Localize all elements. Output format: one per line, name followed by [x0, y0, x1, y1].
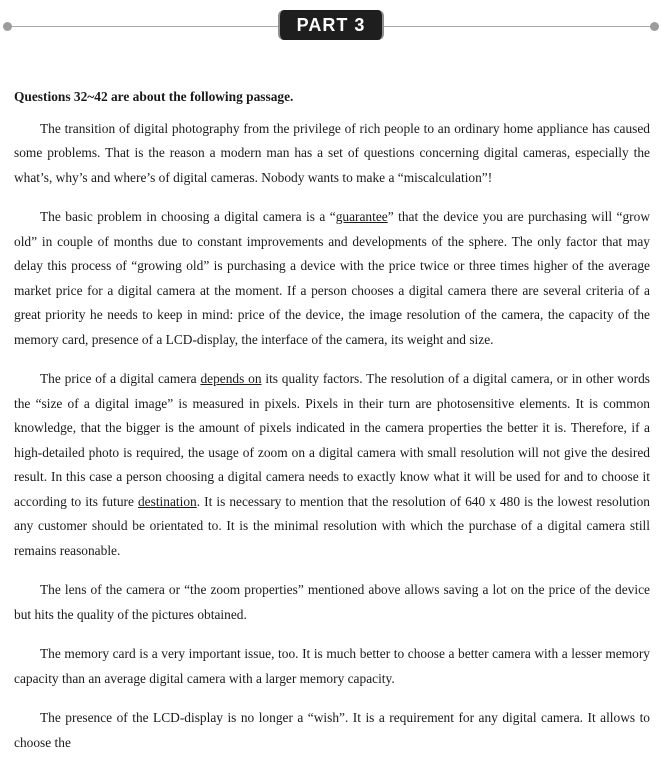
passage-paragraph [14, 706, 650, 755]
paragraph-text: The transition of digital photography from the privilege of rich people to an ordinary home appliance has caused some problems. That is the reason a modern man has a set of questions concerning digital cameras, especially the what’s, why’s and where’s of digital cameras. Nobody wants to make a “miscalculation”! [14, 120, 650, 185]
paragraph-text: ” that the device you are purchasing will “grow old” in couple of months due to constant improvements and developments of the sphere. The only factor that may delay this process of “growing old” is purchasing a device with the price twice or three times higher of the average market price for a digital camera at the moment. If a person chooses a digital camera there are several criteria of a great priority he needs to keep in mind: price of the device, the image resolution of the camera, the capacity of the memory card, presence of a LCD-display, the interface of the camera, its weight and size. [14, 209, 651, 347]
paragraph-text: The lens of the camera or “the zoom properties” mentioned above allows saving a lot on the price of the device but hits the quality of the pictures obtained. [14, 582, 650, 622]
paragraph-text: The presence of the LCD-display is no longer a “wish”. It is a requirement for any digital camera. It allows to choose the [14, 710, 650, 750]
question-heading: Questions 32~42 are about the following passage. [14, 89, 294, 104]
passage-body [14, 117, 650, 756]
underlined-term: destination [137, 493, 197, 509]
passage-paragraph [14, 642, 650, 691]
header-dot-left [3, 22, 12, 31]
passage-paragraph [14, 117, 650, 191]
passage-content [14, 85, 650, 770]
passage-paragraph [14, 205, 650, 352]
underlined-term: depends on [200, 371, 262, 386]
paragraph-text: The memory card is a very important issue, too. It is much better to choose a better camera with a lesser memory capacity than an average digital camera with a larger memory capacity. [14, 646, 650, 686]
paragraph-text: The basic problem in choosing a digital camera is a “ [40, 209, 336, 224]
underlined-term: guarantee [335, 209, 388, 224]
part-badge: PART 3 [278, 10, 384, 40]
paragraph-text: its quality factors. The resolution of a digital camera, or in other words the “size of a digital image” is measured in pixels. Pixels in their turn are photosensitive elements. It is common knowledge, that the bigger is the amount of pixels indicated in the camera properties the better it is. Therefore, if a high-detailed photo is required, the usage of zoom on a digital camera with small resolution will not give the desired result. In this case a person choosing a digital camera needs to exactly know what it will be used for and to choose it according to its future [14, 371, 650, 509]
header-dot-right [650, 22, 659, 31]
part-header [0, 0, 662, 44]
passage-paragraph [14, 367, 650, 563]
paragraph-text: . It is necessary to mention that the resolution of 640 x 480 is the lowest resolution any customer should be orientated to. It is the minimal resolution with which the purchase of a digital camera still remains reasonable. [14, 493, 650, 558]
passage-paragraph [14, 578, 650, 627]
paragraph-text: The price of a digital camera [40, 371, 201, 386]
